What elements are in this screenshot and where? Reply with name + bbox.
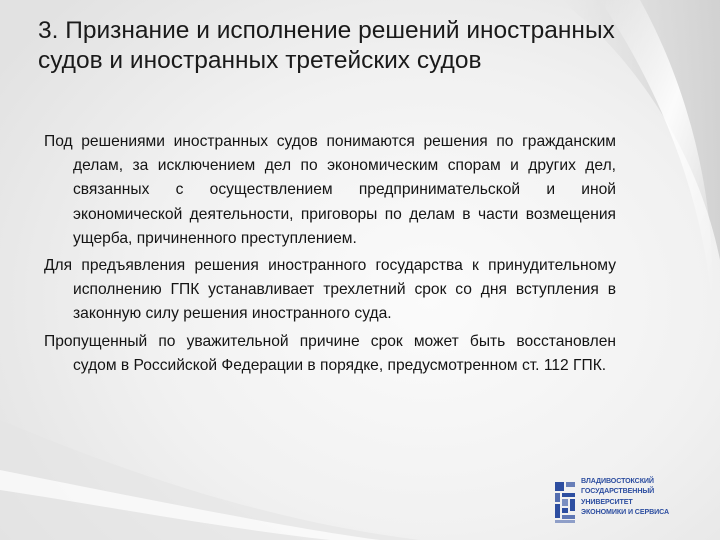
university-logo — [553, 470, 703, 530]
logo-line: ВЛАДИВОСТОКСКИЙ — [581, 477, 654, 485]
body-paragraph: Пропущенный по уважительной причине срок может быть восстановлен судом в Российской Федерации в порядке, предусмотренном ст. 112 ГПК. — [44, 332, 616, 374]
logo-line: ГОСУДАРСТВЕННЫЙ — [581, 487, 655, 496]
body-paragraph: Под решениями иностранных судов понимаются решения по гражданским делам, за исключением дел по экономическим спорам и других дел, связанных с осуществлением предпринимательской и иной экономической деятельности, приговоры по делам в части возмещения ущерба, причиненного преступлением. — [44, 133, 616, 247]
university-name — [581, 476, 705, 518]
logo-line: УНИВЕРСИТЕТ — [581, 497, 633, 506]
university-emblem-icon — [553, 480, 577, 525]
slide-body — [44, 130, 616, 381]
body-paragraph: Для предъявления решения иностранного государства к принудительному исполнению ГПК устанавливает трехлетний срок со дня вступления в законную силу решения иностранного суда. — [44, 257, 616, 323]
logo-line: ЭКОНОМИКИ И СЕРВИСА — [581, 508, 669, 517]
slide-title: 3. Признание и исполнение решений иностранных судов и иностранных третейских судов — [38, 17, 615, 74]
